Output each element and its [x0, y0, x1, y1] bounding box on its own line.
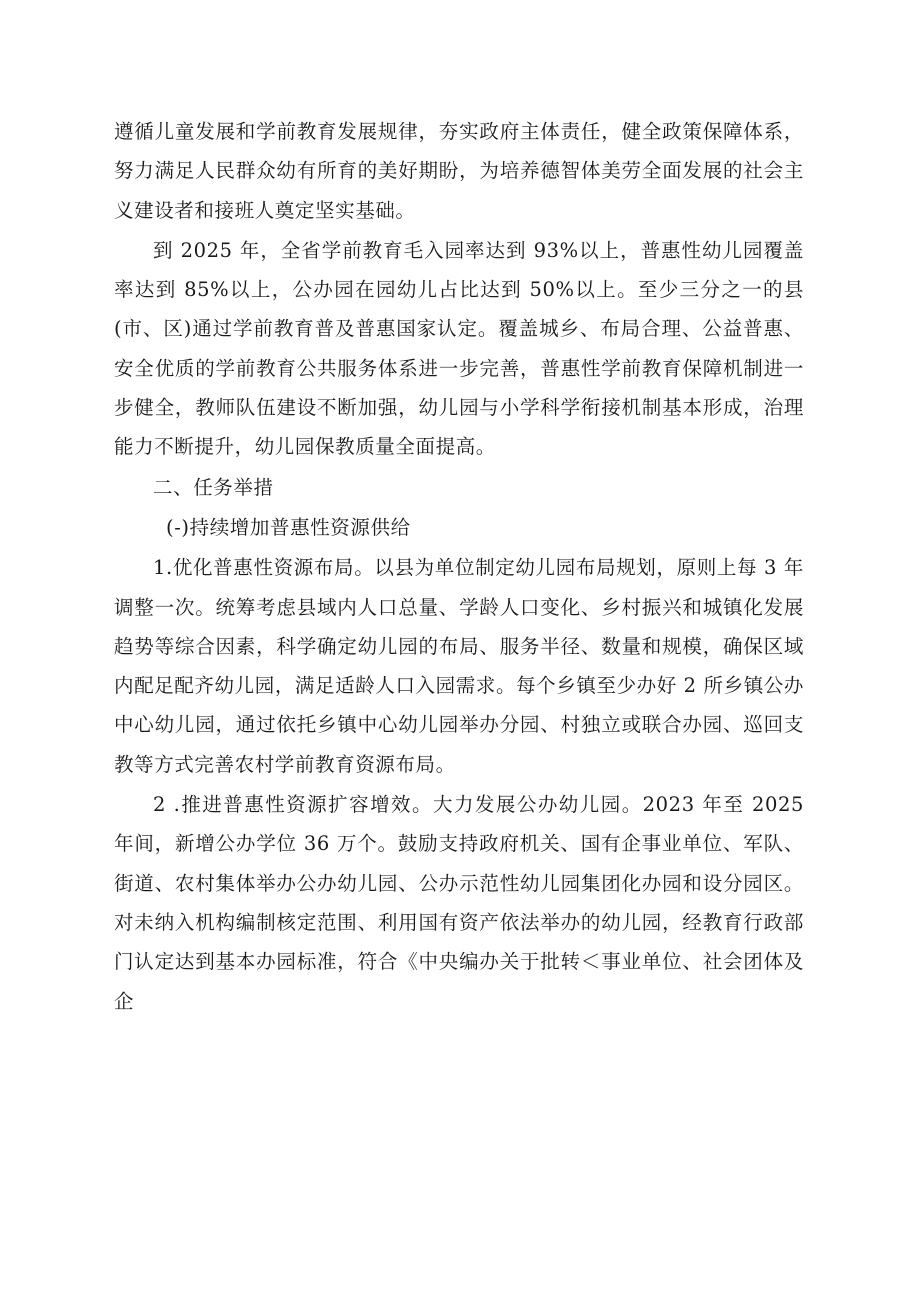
paragraph-intro-continued: 遵循儿童发展和学前教育发展规律，夯实政府主体责任，健全政策保障体系，努力满足人民群众幼有所育的美好期盼，为培养德智体美劳全面发展的社会主义建设者和接班人奠定坚实基础。: [114, 120, 804, 222]
paragraph-item-2-expansion: 2 .推进普惠性资源扩容增效。大力发展公办幼儿园。2023 年至 2025 年间，新增公办学位 36 万个。鼓励支持政府机关、国有企事业单位、军队、街道、农村集体举办公办幼儿园、公办示范性幼儿园集团化办园和设分园区。对未纳入机构编制核定范围、利用国有资产依法举办的幼儿园，经教育行政部门认定达到基本办园标准，符合《中央编办关于批转＜事业单位、社会团体及企: [114, 793, 804, 1013]
document-body: [114, 112, 804, 1021]
subsection-heading-resource-supply: (-)持续增加普惠性资源供给: [166, 515, 411, 539]
section-heading-tasks: 二、任务举措: [153, 475, 274, 499]
paragraph-item-1-layout: 1.优化普惠性资源布局。以县为单位制定幼儿园布局规划，原则上每 3 年调整一次。统筹考虑县域内人口总量、学龄人口变化、乡村振兴和城镇化发展趋势等综合因素，科学确定幼儿园的布局、服务半径、数量和规模，确保区域内配足配齐幼儿园，满足适龄人口入园需求。每个乡镇至少办好 2 所乡镇公办中心幼儿园，通过依托乡镇中心幼儿园举办分园、村独立或联合办园、巡回支教等方式完善农村学前教育资源布局。: [114, 556, 804, 776]
paragraph-goals-2025: 到 2025 年，全省学前教育毛入园率达到 93%以上，普惠性幼儿园覆盖率达到 85%以上，公办园在园幼儿占比达到 50%以上。至少三分之一的县(市、区)通过学前教育普及普惠国家认定。覆盖城乡、布局合理、公益普惠、安全优质的学前教育公共服务体系进一步完善，普惠性学前教育保障机制进一步健全，教师队伍建设不断加强，幼儿园与小学科学衔接机制基本形成，治理能力不断提升，幼儿园保教质量全面提高。: [114, 238, 804, 459]
